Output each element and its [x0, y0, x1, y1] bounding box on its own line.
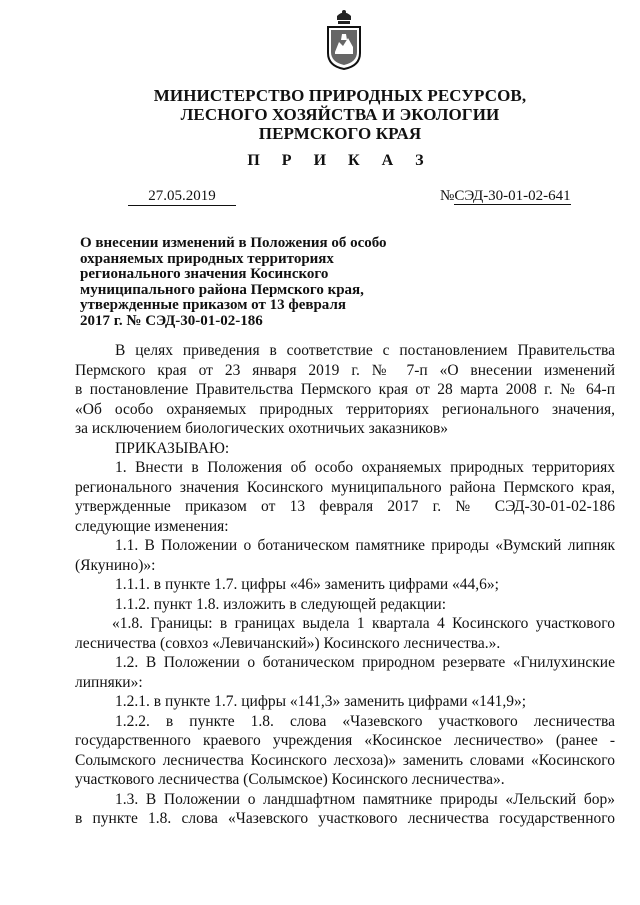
order-body [75, 341, 615, 829]
coat-of-arms-emblem [326, 8, 362, 70]
number-value: СЭД-30-01-02-641 [454, 188, 571, 204]
body-line: 1.2.1. в пункте 1.7. цифры «141,3» заменить цифрами «141,9»; [115, 693, 527, 710]
subject-line: 2017 г. № СЭД-30-01-02-186 [80, 312, 263, 329]
body-line: регионального значения Косинского муниципального района Пермского края, [75, 478, 615, 496]
body-line: в пункте 1.8. слова «Чазевского участкового лесничества государственного [75, 810, 615, 827]
subject-line: О внесении изменений в Положения об особо [80, 235, 387, 251]
body-line: в постановление Правительства Пермского края от 28 марта 2008 г. № 64-п [75, 381, 615, 398]
body-line: лесничества (совхоз «Левичанский») Косинского лесничества.». [75, 634, 501, 652]
body-line: 1.2.2. в пункте 1.8. слова «Чазевского участкового лесничества [115, 712, 615, 730]
body-line: Пермского края от 23 января 2019 г. № 7-п «О внесении изменений [75, 361, 615, 379]
order-date: 27.05.2019 [128, 188, 236, 206]
body-line: липняки»: [75, 673, 143, 691]
document-type-title: П Р И К А З [247, 152, 433, 169]
body-line: «Об особо охраняемых природных территориях регионального значения, [75, 400, 615, 418]
body-line: 1.1.2. пункт 1.8. изложить в следующей редакции: [115, 595, 447, 613]
ministry-name-line-2: ЛЕСНОГО ХОЗЯЙСТВА И ЭКОЛОГИИ [180, 105, 500, 124]
body-line: 1.2. В Положении о ботаническом природном резервате «Гнилухинские [115, 654, 615, 671]
subject-line: муниципального района Пермского края, [80, 281, 364, 298]
body-line: следующие изменения: [75, 517, 229, 535]
body-line: ПРИКАЗЫВАЮ: [115, 439, 230, 457]
body-line: 1.3. В Положении о ландшафтном памятнике природы «Лельский бор» [115, 790, 615, 808]
body-line: Солымского лесничества Косинского лесхоза)» заменить словами «Косинского [75, 751, 615, 769]
body-line: «1.8. Границы: в границах выдела 1 квартала 4 Косинского участкового [112, 615, 615, 632]
body-line: (Якунино)»: [75, 556, 156, 574]
subject-line: регионального значения Косинского [80, 266, 329, 282]
body-line: за исключением биологических охотничьих заказников» [75, 420, 449, 437]
subject-line: охраняемых природных территориях [80, 250, 334, 267]
number-prefix: № [440, 188, 455, 204]
body-line: 1.1.1. в пункте 1.7. цифры «46» заменить цифрами «44,6»; [115, 576, 499, 593]
subject-line: утвержденные приказом от 13 февраля [80, 297, 346, 313]
body-line: 1.1. В Положении о ботаническом памятнике природы «Вумский липняк [115, 537, 615, 554]
body-line: утвержденные приказом от 13 февраля 2017 г. № СЭД-30-01-02-186 [75, 498, 615, 515]
order-subject [80, 236, 400, 329]
body-line: государственного краевого учреждения «Косинское лесничество» (ранее - [75, 732, 615, 749]
body-line: участкового лесничества (Солымское) Косинского лесничества». [75, 771, 505, 788]
order-number [440, 188, 571, 205]
body-line: В целях приведения в соответствие с постановлением Правительства [115, 342, 615, 359]
body-line: 1. Внести в Положения об особо охраняемых природных территориях [115, 459, 615, 476]
ministry-name-line-1: МИНИСТЕРСТВО ПРИРОДНЫХ РЕСУРСОВ, [153, 86, 527, 105]
ministry-name-line-3: ПЕРМСКОГО КРАЯ [258, 124, 422, 143]
